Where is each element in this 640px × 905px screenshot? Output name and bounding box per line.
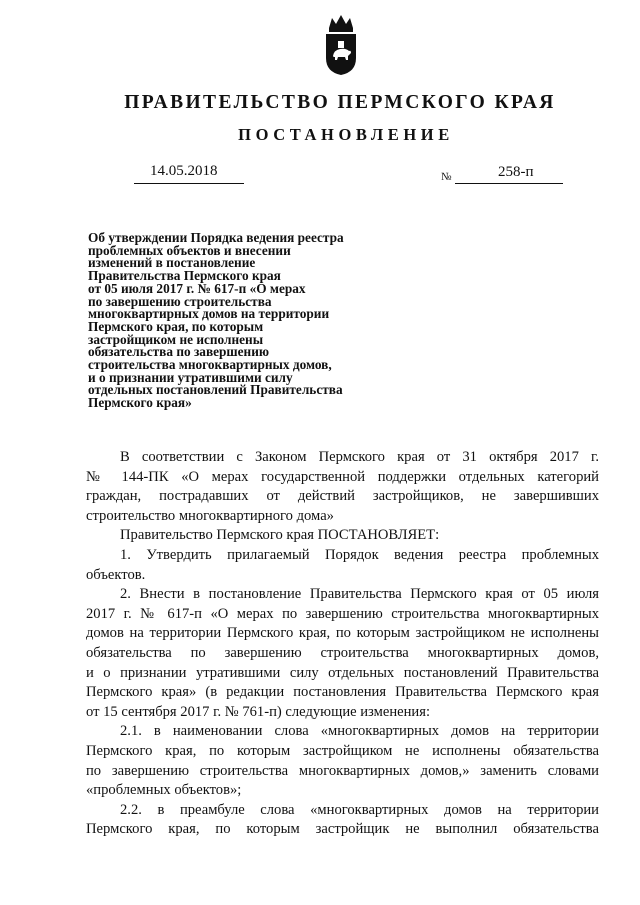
date-underline [134,183,244,184]
body-line: 1. Утвердить прилагаемый Порядок ведения реестра проблемных [120,546,599,563]
government-title: ПРАВИТЕЛЬСТВО ПЕРМСКОГО КРАЯ [124,92,556,113]
document-subject [88,232,388,410]
body-line: 2.2. в преамбуле слова «многоквартирных домов на территории [120,801,599,818]
body-line: Правительство Пермского края ПОСТАНОВЛЯЕТ: [120,527,440,544]
subject-line: Правительства Пермского края [88,268,281,284]
document-body [86,448,599,840]
document-number: 258-п [498,164,534,180]
subject-line: Об утверждении Порядка ведения реестра [88,230,344,245]
body-line: Пермского края, по которым застройщик не выполнил обязательства [86,821,599,838]
subject-line: многоквартирных домов на территории [88,306,330,322]
number-underline [455,183,563,184]
document-date: 14.05.2018 [150,163,218,179]
subject-line: Пермского края» [88,395,192,411]
body-line: от 15 сентября 2017 г. № 761-п) следующие изменения: [86,703,431,720]
subject-line: проблемных объектов и внесении [88,242,291,258]
subject-line: строительства многоквартирных домов, [88,357,332,373]
perm-krai-coat-of-arms-icon [324,14,358,76]
body-line: строительство многоквартирного дома» [86,507,334,524]
body-line: и о признании утратившими силу отдельных постановлений Правительства [86,664,599,681]
number-sign: № [441,171,452,183]
body-line: 2017 г. № 617-п «О мерах по завершению строительства многоквартирных [86,605,599,622]
subject-line: обязательства по завершению [88,344,270,360]
body-line: № 144-ПК «О мерах государственной поддержки отдельных категорий [86,468,599,485]
subject-line: застройщиком не исполнены [88,331,264,347]
body-line: Пермского края, по которым застройщиком не исполнены обязательства [86,742,599,759]
document-type: ПОСТАНОВЛЕНИЕ [238,125,454,144]
body-line: граждан, пострадавших от действий застройщиков, не завершивших [86,488,599,505]
subject-line: от 05 июля 2017 г. № 617-п «О мерах [88,280,306,296]
body-line: домов на территории Пермского края, по которым застройщиком не исполнены [86,625,599,642]
body-line: 2. Внести в постановление Правительства Пермского края от 05 июля [120,586,599,603]
body-line: объектов. [86,566,146,583]
subject-line: по завершению строительства [88,293,272,309]
body-line: 2.1. в наименовании слова «многоквартирных домов на территории [120,723,599,740]
subject-line: изменений в постановление [88,255,256,271]
subject-line: и о признании утратившими силу [88,369,293,385]
body-line: В соответствии с Законом Пермского края от 31 октября 2017 г. [120,449,599,465]
subject-line: отдельных постановлений Правительства [88,382,343,398]
body-line: Пермского края» (в редакции постановления Правительства Пермского края [86,684,599,701]
body-line: по завершению строительства многоквартирных домов,» заменить словами [86,762,599,779]
body-line: «проблемных объектов»; [86,782,242,799]
body-line: обязательства по завершению строительства многоквартирных домов, [86,644,599,661]
subject-line: Пермского края, по которым [88,318,264,334]
